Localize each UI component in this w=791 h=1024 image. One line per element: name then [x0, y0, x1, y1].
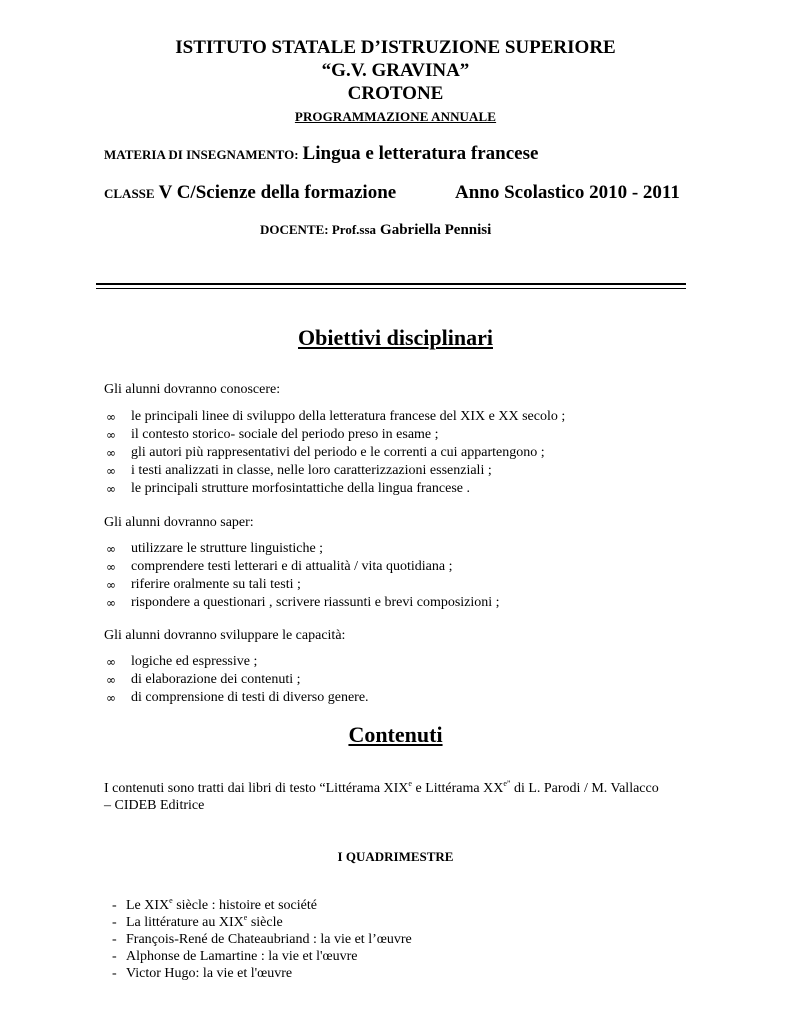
divider-thick	[96, 283, 686, 285]
list-item: ∞ rispondere a questionari , scrivere riassunti e brevi composizioni ;	[106, 595, 500, 610]
class-value: V C/Scienze della formazione	[158, 182, 397, 203]
skills-intro: Gli alunni dovranno sviluppare le capacità:	[104, 628, 346, 643]
topics-list	[110, 897, 412, 982]
infinity-bullet-icon: ∞	[106, 464, 116, 478]
know-intro: Gli alunni dovranno conoscere:	[104, 382, 281, 397]
subject-value: Lingua e letteratura francese	[302, 143, 539, 164]
subject-label: MATERIA DI INSEGNAMENTO:	[104, 147, 299, 162]
quadrimestre-heading: I QUADRIMESTRE	[337, 849, 454, 864]
class-label: CLASSE	[104, 186, 155, 201]
infinity-bullet-icon: ∞	[106, 428, 116, 442]
infinity-bullet-icon: ∞	[106, 673, 116, 687]
list-item: ∞ comprendere testi letterari e di attualità / vita quotidiana ;	[106, 559, 453, 574]
skills-list	[104, 653, 369, 707]
infinity-bullet-icon: ∞	[106, 560, 116, 574]
infinity-bullet-icon: ∞	[106, 578, 116, 592]
list-item: ∞ gli autori più rappresentativi del periodo e le correnti a cui appartengono ;	[106, 445, 545, 460]
list-item: - Le XIXe siècle : histoire et société	[112, 896, 317, 913]
list-item: ∞ riferire oralmente su tali testi ;	[106, 577, 301, 592]
list-item: ∞ di elaborazione dei contenuti ;	[106, 672, 301, 687]
list-item: - La littérature au XIXe siècle	[112, 913, 283, 930]
know-list	[104, 408, 565, 498]
divider-thin	[96, 288, 686, 289]
list-item: ∞ il contesto storico- sociale del periodo preso in esame ;	[106, 427, 439, 442]
programme-title: PROGRAMMAZIONE ANNUALE	[294, 109, 497, 124]
infinity-bullet-icon: ∞	[106, 691, 116, 705]
infinity-bullet-icon: ∞	[106, 596, 116, 610]
list-item: - Victor Hugo: la vie et l'œuvre	[112, 966, 293, 981]
infinity-bullet-icon: ∞	[106, 482, 116, 496]
list-item: - Alphonse de Lamartine : la vie et l'œuvre	[112, 949, 358, 964]
list-item: ∞ logiche ed espressive ;	[106, 654, 258, 669]
institute-name: ISTITUTO STATALE D’ISTRUZIONE SUPERIORE	[175, 37, 616, 58]
do-list	[104, 540, 500, 612]
subject-line	[104, 143, 538, 165]
contents-intro: I contenuti sono tratti dai libri di testo “Littérama XIXe e Littérama $XX^{e”}$ di L. Parodi / M. Vallacco	[104, 779, 659, 796]
list-item: ∞ le principali linee di sviluppo della letteratura francese del XIX e XX secolo ;	[106, 409, 566, 424]
institute-school-name: “G.V. GRAVINA”	[321, 60, 470, 81]
list-item: ∞ di comprensione di testi di diverso genere.	[106, 690, 369, 705]
do-intro: Gli alunni dovranno saper:	[104, 515, 254, 530]
infinity-bullet-icon: ∞	[106, 410, 116, 424]
contents-publisher: – CIDEB Editrice	[104, 798, 205, 813]
institute-city: CROTONE	[347, 83, 444, 104]
infinity-bullet-icon: ∞	[106, 446, 116, 460]
contents-heading: Contenuti	[348, 722, 443, 747]
infinity-bullet-icon: ∞	[106, 655, 116, 669]
teacher-label: DOCENTE: Prof.ssa	[260, 222, 377, 237]
school-year: Anno Scolastico 2010 - 2011	[455, 182, 680, 203]
objectives-heading: Obiettivi disciplinari	[298, 325, 493, 350]
teacher-name: Gabriella Pennisi	[380, 222, 492, 238]
teacher-line	[260, 221, 491, 239]
class-line	[104, 182, 396, 204]
list-item: ∞ utilizzare le strutture linguistiche ;	[106, 541, 324, 556]
list-item: - François-René de Chateaubriand : la vie et l’œuvre	[112, 932, 412, 947]
list-item: ∞ le principali strutture morfosintattiche della lingua francese .	[106, 481, 470, 496]
infinity-bullet-icon: ∞	[106, 542, 116, 556]
list-item: ∞ i testi analizzati in classe, nelle loro caratterizzazioni essenziali ;	[106, 463, 492, 478]
